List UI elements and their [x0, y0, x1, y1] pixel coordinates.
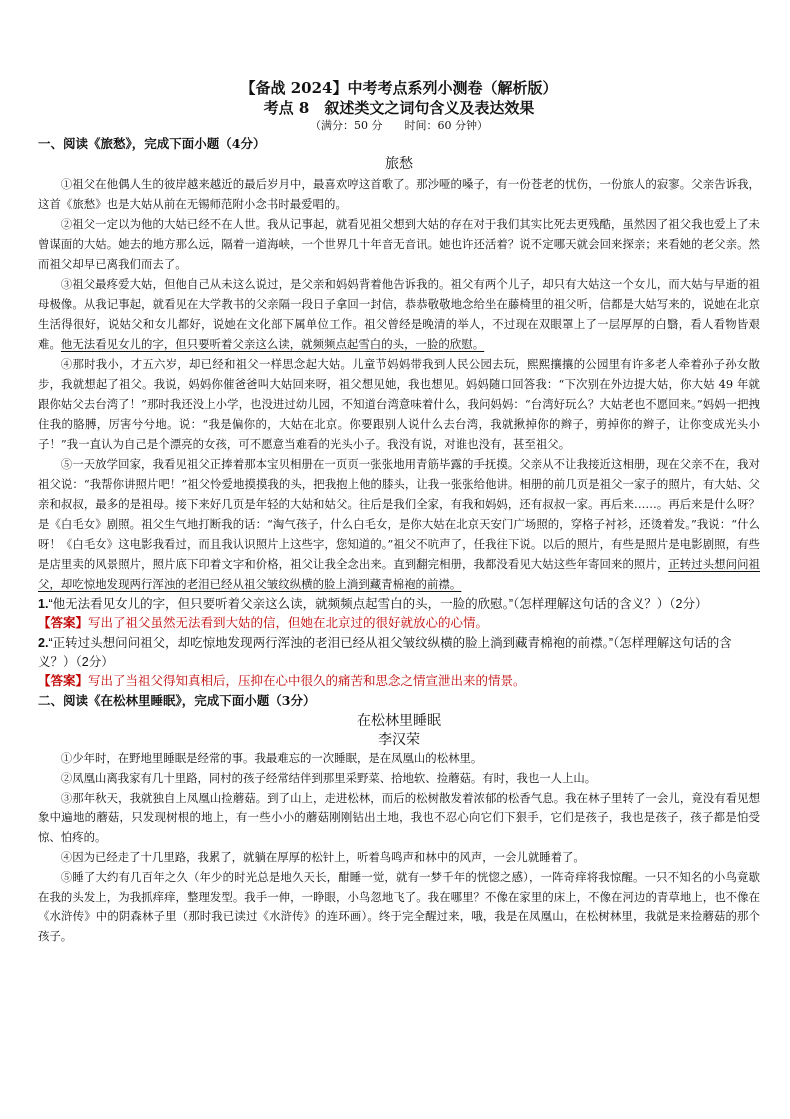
paragraph-text: ③祖父最疼爱大姑，但他自己从未这么说过，是父亲和妈妈背着他告诉我的。祖父有两个儿子，却只有大姑这一个女儿，而大姑与早逝的祖母极像。从我记事起，就看见在大学教书的父亲隔一段日子拿回一封信，恭恭敬敬地念给坐在藤椅里的祖父听，信都是大姑写来的，说她在北京生活得很好，说姑父和女儿都好，说她在文化部下属单位工作。祖父曾经是晚清的举人，不过现在双眼罩上了一层厚厚的白翳，看人看物皆艰难。 — [38, 277, 760, 351]
answer-text: 写出了祖父虽然无法看到大姑的信，但她在北京过的很好就放心的心情。 — [88, 616, 489, 630]
paragraph-text: ⑤一天放学回家，我看见祖父正捧着那本宝贝相册在一页页一张张地用青筋毕露的手抚摸。父亲从不让我接近这相册，现在父亲不在，我对祖父说：“我帮你讲照片吧！”祖父怜爱地摸摸我的头，把我抱上他的膝头，让我一张张给他讲。相册的前几页是祖父一家子的照片，有大姑、父亲和叔叔，最多的是祖母。接下来好几页是年轻的大姑和姑父。往后是我们全家，有我和妈妈，还有叔叔一家。再后来……。再后来是什么呀？是《白毛女》剧照。祖父生气地打断我的话：“淘气孩子，什么白毛女，是你大姑在北京天安门广场照的，穿格子衬衫，还烫着发。”我说：“什么呀！《白毛女》这电影我看过，而且我认识照片上这些字，您知道的。”祖父不吭声了，任我往下说。以后的照片，有些是照片是电影剧照，有些是店里卖的风景照片，照片底下印着文字和价格，祖父让我全念出来。直到翻完相册，我都没看见大姑这些年寄回来的照片， — [38, 457, 760, 571]
underlined-sentence: 正转过头想问问祖父，却吃惊地发现两行浑浊的老泪已经从祖父皱纹纵横的脸上淌到藏青棉袍的前襟。 — [38, 557, 760, 591]
paragraph: ②凤凰山离我家有几十里路，同村的孩子经常结伴到那里采野菜、拾地软、捡蘑菇。有时，我也一人上山。 — [60, 770, 597, 785]
answer-label: 【答案】 — [38, 674, 89, 688]
paragraph: ②祖父一定以为他的大姑已经不在人世。我从记事起，就看见祖父想到大姑的存在对于我们其实比死去更残酷，虽然因了祖父我也爱上了未曾谋面的大姑。她去的地方那么远，隔着一道海峡，一个世界几十年音无音讯。她也许还活着？说不定哪天就会回来探亲；来看她的老父亲。然而祖父却早已离我们而去了。 — [38, 217, 760, 271]
passage-title-1: 旅愁 — [385, 156, 413, 172]
paragraph: ①祖父在他偶人生的彼岸越来越近的最后岁月中，最喜欢哼这首歌了。那沙哑的嗓子，有一份苍老的忧伤，一份旅人的寂寥。父亲告诉我，这首《旅愁》也是大姑从前在无锡师范附小念书时最爱唱的。 — [38, 177, 760, 211]
question-text: “他无法看见女儿的字，但只要听着父亲这么读，就频频点起雪白的头，一脸的欣慰。”（怎样理解这句话的含义？）（2分） — [48, 597, 708, 611]
question-text: “正转过头想问问祖父，却吃惊地发现两行浑浊的老泪已经从祖父皱纹纵横的脸上淌到藏青棉袍的前襟。”（怎样理解这句话的含义？）（2分） — [38, 636, 732, 669]
passage-title-2: 在松林里睡眠 — [357, 713, 441, 729]
answer-text: 写出了当祖父得知真相后，压抑在心中很久的痛苦和思念之情宣泄出来的情景。 — [88, 674, 526, 688]
score-time-info: （满分：50 分 时间：60 分钟） — [310, 119, 488, 132]
underlined-sentence: 他无法看见女儿的字，但只要听着父亲这么读，就频频点起雪白的头，一脸的欣慰。 — [60, 337, 485, 351]
paragraph: ⑤睡了大约有几百年之久（年少的时光总是地久天长，酣睡一觉，就有一梦千年的恍惚之感），一阵奇痒将我惊醒。一只不知名的小鸟竟歇在我的头发上，为我抓痒痒，整理发型。我手一伸，一睁眼，小鸟忽地飞了。我在哪里？不像在家里的床上，不像在河边的青草地上，也不像在《水浒传》中的阴森林子里（那时我已读过《水浒传》的连环画）。终于完全醒过来，哦，我是在凤凰山，在松树林里，我就是来捡蘑菇的那个孩子。 — [38, 869, 760, 944]
section-heading-2: 二、阅读《在松林里睡眠》，完成下面小题（3分） — [38, 693, 316, 708]
paragraph — [38, 454, 760, 594]
question-number: 2. — [38, 636, 49, 650]
answer-label: 【答案】 — [38, 616, 89, 630]
paragraph: ④那时我小，才五六岁，却已经和祖父一样思念起大姑。儿童节妈妈带我到人民公园去玩，熙熙攘攘的公园里有许多老人牵着孙子孙女散步，我就想起了祖父。我说，妈妈你催爸爸叫大姑回来呀，祖父想见她，我也想见。妈妈随口回答我：“下次别在外边提大姑，你大姑 49 年就跟你姑父去台湾了！”那时我还没上小学，也没进过幼儿园，不知道台湾意味着什么，我问妈妈：“台湾好玩么？大姑老也不愿回来。”妈妈一把拽住我的胳膊，厉害兮兮地。说：“我是偏你的，大姑在北京。你要跟别人说什么去台湾，我就揪掉你的辫子，剪掉你的辫子，让你变成光头小子！”我一直认为自己是个漂亮的女孩，可不愿意当难看的光头小子。我没有说，对谁也没有，甚至祖父。 — [38, 357, 760, 451]
section-heading-1: 一、阅读《旅愁》，完成下面小题（4分） — [38, 136, 266, 151]
paragraph: ④因为已经走了十几里路，我累了，就躺在厚厚的松针上，听着鸟鸣声和林中的风声，一会儿就睡着了。 — [60, 849, 585, 864]
answer-1 — [38, 614, 760, 633]
question-1 — [38, 595, 760, 614]
document-title: 【备战 2024】中考考点系列小测卷（解析版） — [240, 79, 558, 97]
paragraph — [38, 274, 760, 354]
question-number: 1. — [38, 597, 49, 611]
paragraph: ①少年时，在野地里睡眠是经常的事。我最难忘的一次睡眠，是在凤凰山的松林里。 — [60, 751, 483, 765]
author-name: 李汉荣 — [378, 732, 420, 748]
answer-2 — [38, 672, 760, 691]
question-2 — [38, 634, 760, 672]
paragraph: ③那年秋天，我就独自上凤凰山捡蘑菇。到了山上，走进松林，而后的松树散发着浓郁的松香气息。我在林子里转了一会儿，竟没有看见想象中遍地的蘑菇，只发现树根的地上，有一些小小的蘑菇刚刚钻出土地，我也不忍心向它们下狠手，它们是孩子，我也是孩子，孩子都是怕受惊、怕疼的。 — [38, 790, 760, 845]
document-subtitle: 考点 8 叙述类文之词句含义及表达效果 — [263, 99, 535, 117]
